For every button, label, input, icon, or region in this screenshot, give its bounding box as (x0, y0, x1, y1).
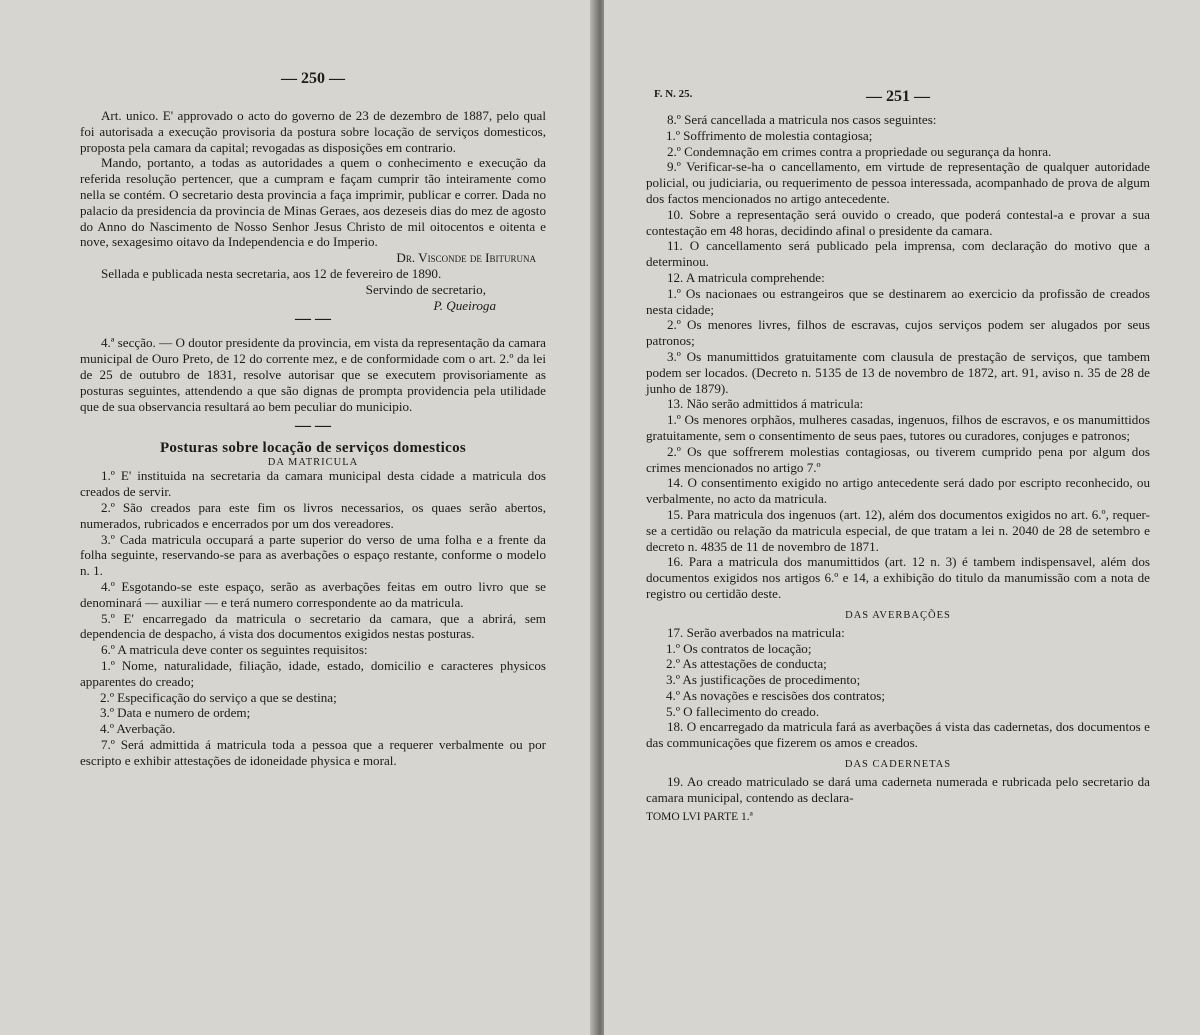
article-19: 19. Ao creado matriculado se dará uma caderneta numerada e rubricada pelo secretario da camara municipal, contendo as declara- (646, 774, 1150, 805)
art17-item-4: 4.º As novações e rescisões dos contratos; (666, 687, 885, 703)
article-8: 8.º Será cancellada a matricula nos casos seguintes: (666, 112, 937, 127)
article-7: 7.º Será admittida á matricula toda a pessoa que a requerer verbalmente ou por escripto e exhibir attestações de idoneidade physica e moral. (80, 736, 546, 768)
secao-4: 4.ª secção. — O doutor presidente da provincia, em vista da representação da camara municipal de Ouro Preto, de 12 do corrente mez, e de conformidade com o art. 2.º da lei de 25 de outubro de 1831, resolve autorisar que se executem provisoriamente as posturas seguintes, attendendo a que são dignas de prompta providencia pela utilidade que de sua observancia resultará ao bem peculiar do municipio. (80, 335, 546, 414)
signature-mark: F. N. 25. (654, 88, 693, 100)
art-unico: Art. unico. E' approvado o acto do governo de 23 de dezembro de 1887, pelo qual foi autorisada a execução provisoria da postura sobre locação de serviços domesticos, proposta pela camara da capital; revogadas as disposições em contrario. (80, 108, 546, 155)
footer-signature: TOMO LVI PARTE 1.ª (646, 810, 753, 823)
requisito-2: 2.º Especificação do serviço a que se destina; (100, 689, 337, 705)
sellada: Sellada e publicada nesta secretaria, aos 12 de fevereiro de 1890. (100, 265, 442, 281)
mando-paragraph: Mando, portanto, a todas as autoridades a quem o conhecimento e execução da referida resolução pertencer, que a cumpram e façam cumprir tão inteiramente como nella se contém. O secretario desta provincia a faça imprimir, publicar e correr. Dada no palacio da presidencia da provincia de Minas Geraes, aos dezeseis dias do mez de agosto do Anno do Nascimento de Nosso Senhor Jesus Christo de mil oitocentos e oitenta e nove, sexagesimo oitavo da Independencia e do Imperio. (80, 155, 546, 250)
art13-item-2: 2.º Os que soffrerem molestias contagiosas, ou tiverem cumprido pena por algum dos crimes mencionados no artigo 7.º (646, 443, 1150, 475)
article-14: 14. O consentimento exigido no artigo antecedente será dado por escripto reconhecido, ou verbalmente, no acto da matricula. (646, 475, 1150, 507)
separator: — — (295, 417, 331, 435)
clerk-name: P. Queiroga (433, 297, 496, 313)
art17-item-5: 5.º O fallecimento do creado. (666, 703, 820, 719)
art17-item-3: 3.º As justificações de procedimento; (666, 672, 861, 688)
cadernetas-heading: DAS CADERNETAS (844, 759, 952, 771)
article-6: 6.º A matricula deve conter os seguintes requisitos: (100, 642, 368, 658)
article-16: 16. Para a matricula dos manumittidos (art. 12 n. 3) é tambem indispensavel, além dos documentos exigidos nos artigos 6.º e 14, a exhibição do titulo da manumissão com a nota de registro ou certidão deste. (646, 554, 1150, 601)
article-10: 10. Sobre a representação será ouvido o creado, que poderá contestal-a e provar a sua contestação em 48 horas, decidindo afinal o presidente da camara. (646, 206, 1150, 238)
left-page (0, 0, 596, 1035)
averbacoes-heading: DAS AVERBAÇÕES (845, 609, 951, 621)
requisito-1: 1.º Nome, naturalidade, filiação, idade, estado, domicilio e caracteres physicos apparentes do creado; (80, 657, 546, 689)
article-3: 3.º Cada matricula occupará a parte superior do verso de uma folha e a frente da folha seguinte, reservando-se para as averbações o espaço restante, conforme o modelo n. 1. (80, 531, 546, 579)
servindo: Servindo de secretario, (365, 281, 486, 297)
art13-item-1: 1.º Os menores orphãos, mulheres casadas, ingenuos, filhos de escravos, e os manumittidos gratuitamente, sem o consentimento de seus paes, tutores ou curadores, conjuges e patronos; (646, 412, 1150, 443)
article-13: 13. Não serão admittidos á matricula: (666, 396, 864, 412)
article-12: 12. A matricula comprehende: (666, 269, 825, 285)
art8-item-1: 1.º Soffrimento de molestia contagiosa; (666, 127, 873, 143)
requisito-4: 4.º Averbação. (100, 721, 176, 737)
art12-item-2: 2.º Os menores livres, filhos de escravas, cujos serviços podem ser alugados por seus patronos; (646, 317, 1150, 349)
article-9: 9.º Verificar-se-ha o cancellamento, em virtude de representação de qualquer autoridade policial, ou judiciaria, ou requerimento de pessoa interessada, acompanhado de prova de algum dos factos mencionados no artigo antecedente. (646, 159, 1150, 206)
article-18: 18. O encarregado da matricula fará as averbações á vista das cadernetas, dos documentos e das communicações que fizerem os amos e creados. (646, 719, 1150, 751)
article-4: 4.º Esgotando-se este espaço, serão as averbações feitas em outro livro que se denominará — auxiliar — e terá numero correspondente ao da matricula. (80, 578, 546, 610)
article-15: 15. Para matricula dos ingenuos (art. 12), além dos documentos exigidos no art. 6.º, requer-se a certidão ou relação da matricula especial, de que tratam a lei n. 2040 de 28 de setembro e decreto n. 4835 de 11 de novembro de 1871. (646, 506, 1150, 554)
article-11: 11. O cancellamento será publicado pela imprensa, com declaração do motivo que a determinou. (646, 238, 1150, 270)
section-title: Posturas sobre locação de serviços domesticos (159, 440, 467, 457)
art17-item-2: 2.º As attestações de conducta; (666, 656, 827, 672)
article-5: 5.º E' encarregado da matricula o secretario da camara, que a abrirá, sem dependencia de despacho, á vista dos documentos exigidos nestas posturas. (80, 610, 546, 642)
art8-item-2: 2.º Condemnação em crimes contra a propriedade ou segurança da honra. (666, 143, 1052, 159)
right-page (604, 0, 1200, 1035)
signature: Dr. Visconde de Ibituruna (396, 250, 536, 266)
article-17: 17. Serão averbados na matricula: (666, 624, 845, 640)
requisito-3: 3.º Data e numero de ordem; (100, 705, 251, 721)
page-number-left: — 250 — (281, 70, 345, 87)
article-1: 1.º E' instituida na secretaria da camara municipal desta cidade a matricula dos creados de servir. (80, 468, 546, 500)
section-subtitle: DA MATRICULA (267, 457, 359, 469)
separator: — — (295, 310, 331, 328)
art12-item-1: 1.º Os nacionaes ou estrangeiros que se destinarem ao exercicio da profissão de creados nesta cidade; (646, 285, 1150, 317)
page-number-right: — 251 — (866, 88, 930, 105)
article-2: 2.º São creados para este fim os livros necessarios, os quaes serão abertos, numerados, rubricados e encerrados por um dos vereadores. (80, 499, 546, 531)
art12-item-3: 3.º Os manumittidos gratuitamente com clausula de prestação de serviços, que tambem podem ser locados. (Decreto n. 5135 de 13 de novembro de 1872, art. 91, aviso n. 35 de 28 de junho de 1879). (646, 348, 1150, 396)
art17-item-1: 1.º Os contratos de locação; (666, 640, 812, 656)
